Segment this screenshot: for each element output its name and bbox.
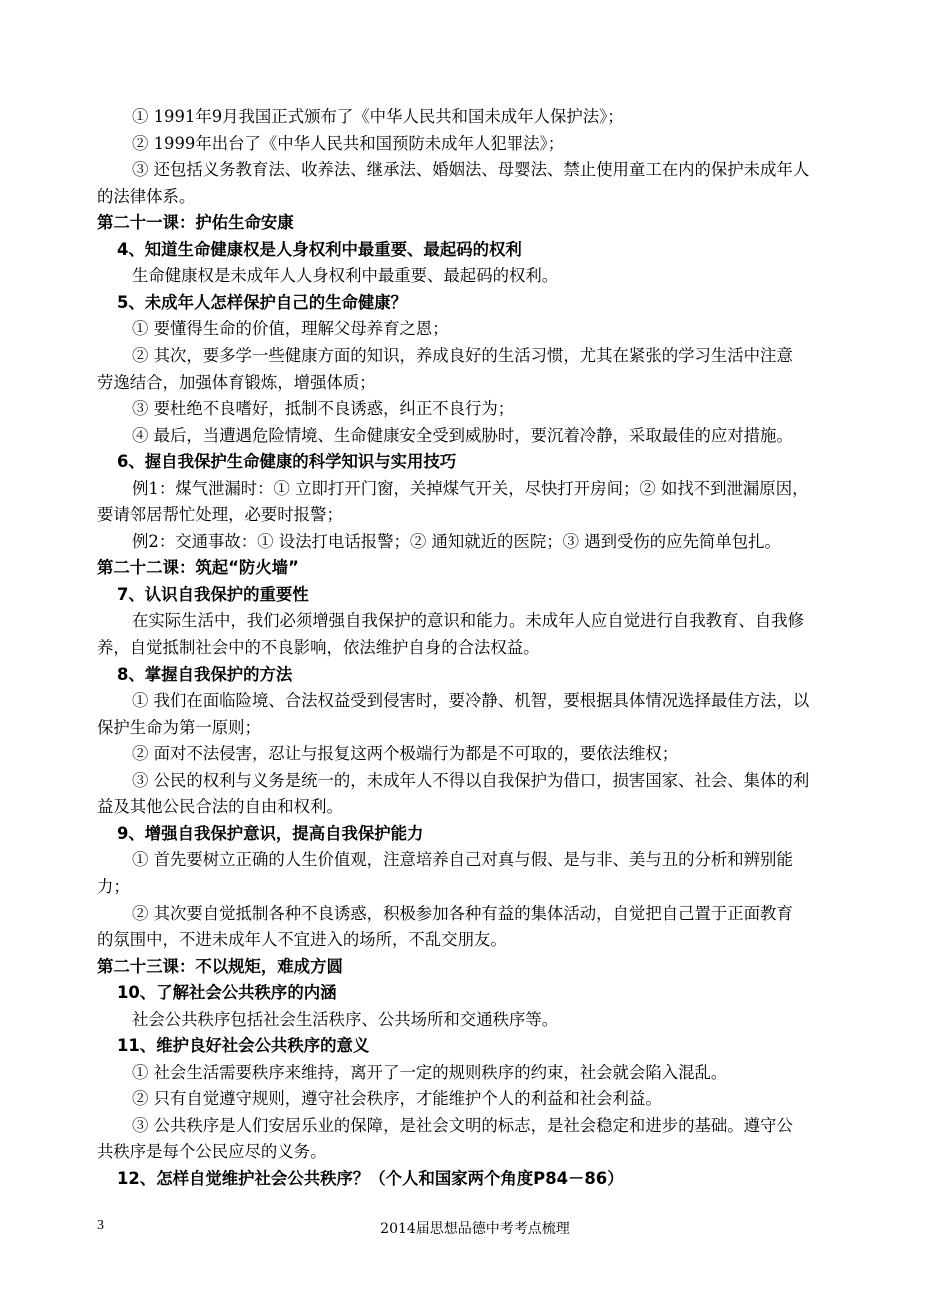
paragraph-line: 例2：交通事故：① 设法打电话报警；② 通知就近的医院；③ 遇到受伤的应先简单包扎。 [132, 531, 781, 551]
paragraph-line: ③ 公共秩序是人们安居乐业的保障，是社会文明的标志，是社会稳定和进步的基础。遵守公 [132, 1115, 793, 1135]
lesson-heading: 第二十一课：护佑生命安康 [97, 213, 294, 233]
paragraph-line: ① 社会生活需要秩序来维持，离开了一定的规则秩序的约束，社会就会陷入混乱。 [132, 1062, 728, 1082]
section-heading: 12、怎样自觉维护社会公共秩序？（个人和国家两个角度P84－86） [117, 1169, 624, 1188]
paragraph-line: ② 1999年出台了《中华人民共和国预防未成年人犯罪法》； [132, 133, 565, 153]
paragraph-continuation: 养，自觉抵制社会中的不良影响，依法维护自身的合法权益。 [97, 638, 540, 657]
paragraph-line: ① 要懂得生命的价值，理解父母养育之恩； [132, 319, 449, 339]
paragraph-line: ① 首先要树立正确的人生价值观，注意培养自己对真与假、是与非、美与丑的分析和辨别能 [132, 850, 793, 870]
section-heading: 8、掌握自我保护的方法 [117, 664, 293, 684]
paragraph-line: ③ 要杜绝不良嗜好，抵制不良诱惑，纠正不良行为； [132, 399, 515, 419]
paragraph-line: ③ 还包括义务教育法、收养法、继承法、婚姻法、母婴法、禁止使用童工在内的保护未成年人 [132, 160, 810, 180]
paragraph-line: ③ 公民的权利与义务是统一的，未成年人不得以自我保护为借口，损害国家、社会、集体的利 [132, 770, 810, 790]
paragraph-continuation: 保护生命为第一原则； [97, 717, 261, 737]
paragraph-line: ② 面对不法侵害，忍让与报复这两个极端行为都是不可取的，要依法维权； [132, 744, 679, 764]
lesson-heading: 第二十三课：不以规矩，难成方圆 [97, 956, 343, 976]
section-heading: 10、了解社会公共秩序的内涵 [117, 983, 337, 1003]
paragraph-line: 社会公共秩序包括社会生活秩序、公共场所和交通秩序等。 [132, 1009, 559, 1029]
section-heading: 11、维护良好社会公共秩序的意义 [117, 1036, 370, 1056]
lesson-heading: 第二十二课：筑起“防火墙” [97, 558, 299, 578]
section-heading: 4、知道生命健康权是人身权利中最重要、最起码的权利 [117, 239, 522, 259]
section-heading: 9、增强自我保护意识，提高自我保护能力 [117, 823, 424, 843]
paragraph-line: 例1：煤气泄漏时：① 立即打开门窗，关掉煤气开关，尽快打开房间；② 如找不到泄漏原因， [132, 478, 809, 498]
paragraph-line: ② 只有自觉遵守规则，遵守社会秩序，才能维护个人的利益和社会利益。 [132, 1089, 662, 1109]
page-number: 3 [97, 1218, 104, 1233]
paragraph-line: 在实际生活中，我们必须增强自我保护的意识和能力。未成年人应自觉进行自我教育、自我修 [132, 611, 805, 631]
paragraph-continuation: 共秩序是每个公民应尽的义务。 [97, 1142, 327, 1162]
paragraph-continuation: 劳逸结合，加强体育锻炼，增强体质； [97, 372, 376, 392]
paragraph-line: ② 其次，要多学一些健康方面的知识，养成良好的生活习惯，尤其在紧张的学习生活中注意 [132, 345, 793, 365]
paragraph-line: ① 1991年9月我国正式颁布了《中华人民共和国未成年人保护法》； [132, 107, 624, 126]
paragraph-line: ④ 最后，当遭遇危险情境、生命健康安全受到威胁时，要沉着冷静，采取最佳的应对措施。 [132, 425, 793, 445]
paragraph-continuation: 要请邻居帮忙处理，必要时报警； [97, 505, 343, 525]
paragraph-continuation: 的氛围中，不进未成年人不宜进入的场所，不乱交朋友。 [97, 930, 507, 950]
section-heading: 7、认识自我保护的重要性 [117, 584, 309, 604]
paragraph-continuation: 的法律体系。 [97, 186, 196, 206]
section-heading: 6、握自我保护生命健康的科学知识与实用技巧 [117, 452, 457, 472]
section-heading: 5、未成年人怎样保护自己的生命健康？ [117, 292, 408, 312]
paragraph-line: ② 其次要自觉抵制各种不良诱惑，积极参加各种有益的集体活动，自觉把自己置于正面教育 [132, 903, 793, 923]
paragraph-line: ① 我们在面临险境、合法权益受到侵害时，要冷静、机智，要根据具体情况选择最佳方法，以 [132, 691, 810, 711]
paragraph-continuation: 力； [97, 876, 130, 896]
footer-title: 2014届思想品德中考考点梳理 [380, 1221, 570, 1237]
paragraph-continuation: 益及其他公民合法的自由和权利。 [97, 797, 343, 817]
paragraph-line: 生命健康权是未成年人人身权利中最重要、最起码的权利。 [132, 266, 559, 286]
